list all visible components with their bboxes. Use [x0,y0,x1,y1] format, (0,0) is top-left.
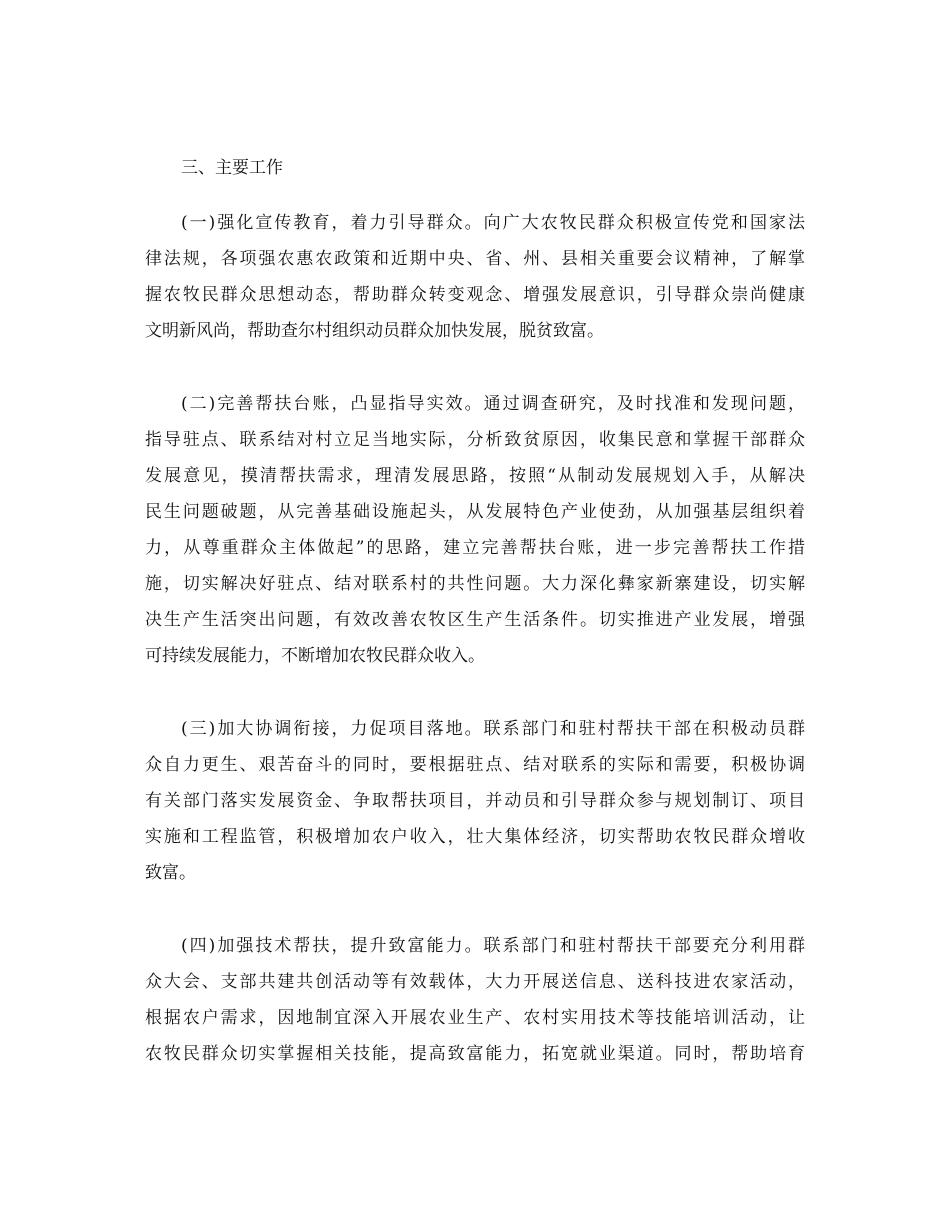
paragraph-line: 文明新风尚，帮助查尔村组织动员群众加快发展，脱贫致富。 [145,321,604,341]
paragraph-line: 农牧民群众切实掌握相关技能，提高致富能力，拓宽就业渠道。同时，帮助培育 [145,1044,805,1064]
paragraph-line: 众大会、支部共建共创活动等有效载体，大力开展送信息、送科技进农家活动， [145,972,805,992]
paragraph-line: 民生问题破题，从完善基础设施起头，从发展特色产业使劲，从加强基层组织着 [145,502,805,522]
paragraph-line: 握农牧民群众思想动态，帮助群众转变观念、增强发展意识，引导群众崇尚健康 [145,285,805,305]
paragraph-3 [145,711,805,891]
paragraph-line: 施，切实解决好驻点、结对联系村的共性问题。大力深化彝家新寨建设，切实解 [145,574,805,594]
paragraph-1 [145,205,805,349]
paragraph-line: (四)加强技术帮扶，提升致富能力。联系部门和驻村帮扶干部要充分利用群 [181,936,805,956]
paragraph-2 [145,386,805,674]
paragraph-line: (三)加大协调衔接，力促项目落地。联系部门和驻村帮扶干部在积极动员群 [181,719,805,739]
paragraph-line: 可持续发展能力，不断增加农牧民群众收入。 [145,646,485,666]
paragraph-line: 有关部门落实发展资金、争取帮扶项目，并动员和引导群众参与规划制订、项目 [145,791,805,811]
paragraph-line: 众自力更生、艰苦奋斗的同时，要根据驻点、结对联系的实际和需要，积极协调 [145,755,805,775]
paragraph-line: 发展意见，摸清帮扶需求，理清发展思路，按照“从制动发展规划入手，从解决 [145,466,805,486]
paragraph-line: 律法规，各项强农惠农政策和近期中央、省、州、县相关重要会议精神，了解掌 [145,249,805,269]
paragraph-line: 实施和工程监管，积极增加农户收入，壮大集体经济，切实帮助农牧民群众增收 [145,827,805,847]
document-page [145,150,805,1109]
paragraph-line: 力，从尊重群众主体做起”的思路，建立完善帮扶台账，进一步完善帮扶工作措 [145,538,805,558]
paragraph-line: 根据农户需求，因地制宜深入开展农业生产、农村实用技术等技能培训活动，让 [145,1008,805,1028]
paragraph-4 [145,928,805,1072]
paragraph-line: 指导驻点、联系结对村立足当地实际，分析致贫原因，收集民意和掌握干部群众 [145,430,805,450]
paragraph-line: (二)完善帮扶台账，凸显指导实效。通过调查研究，及时找准和发现问题， [181,394,805,414]
paragraph-line: 决生产生活突出问题，有效改善农牧区生产生活条件。切实推进产业发展，增强 [145,610,805,630]
paragraph-line: (一)强化宣传教育，着力引导群众。向广大农牧民群众积极宣传党和国家法 [181,213,805,233]
section-heading: 三、主要工作 [181,158,283,178]
paragraph-line: 致富。 [145,863,196,883]
